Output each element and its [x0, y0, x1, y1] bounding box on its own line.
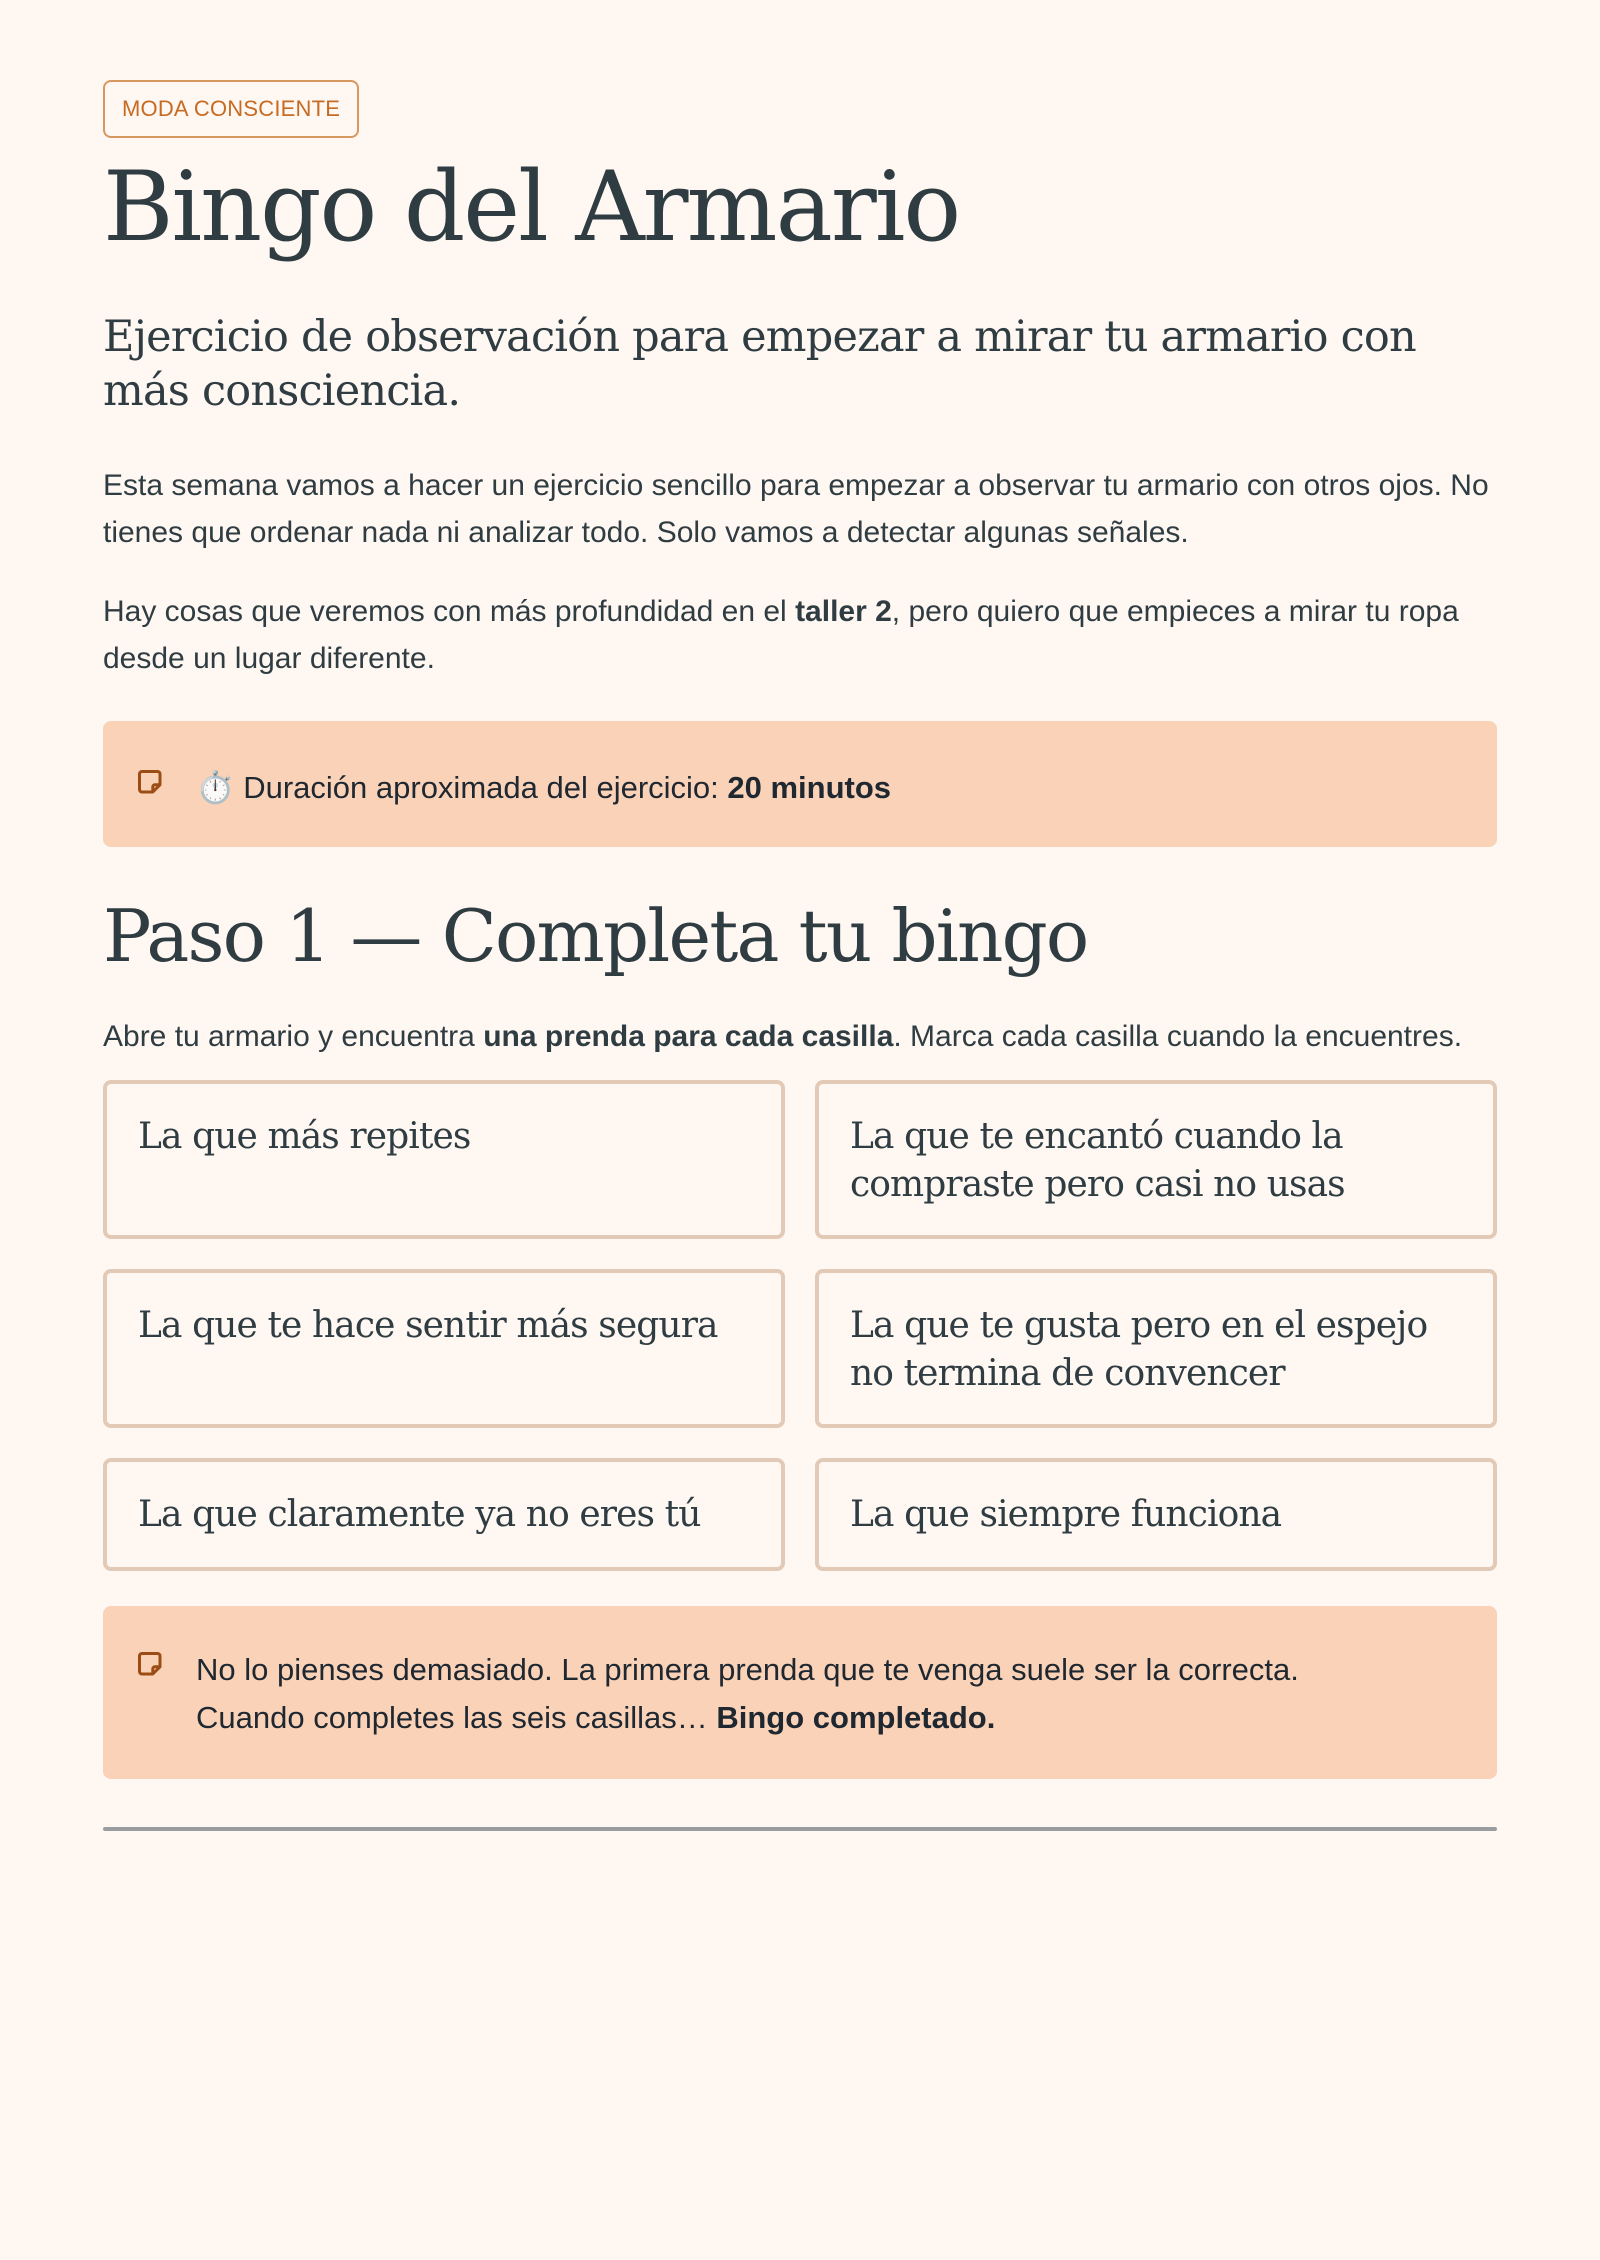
bingo-cell-always-works[interactable]: La que siempre funciona: [815, 1458, 1497, 1571]
page-title: Bingo del Armario: [103, 151, 960, 263]
tip-line-2: [196, 1694, 1299, 1742]
intro-paragraph-1: Esta semana vamos a hacer un ejercicio sencillo para empezar a observar tu armario con otros ojos. No tienes que ordenar nada ni analizar todo. Solo vamos a detectar algunas señales.: [103, 469, 1489, 549]
bingo-completed-text: Bingo completado.: [716, 1699, 996, 1735]
tip-text: [196, 1646, 1299, 1742]
step-1-heading: Paso 1 — Completa tu bingo: [103, 894, 1088, 979]
step-1-instruction-start: Abre tu armario y encuentra: [103, 1020, 484, 1054]
intro-paragraph-2-text-end: , pero quiero que empieces a mirar tu ropa desde un lugar diferente.: [103, 595, 1459, 675]
category-badge: MODA CONSCIENTE: [103, 80, 359, 138]
step-1-instruction: [103, 1015, 1497, 1059]
bingo-grid: [103, 1080, 1497, 1571]
bingo-cell-not-convincing-in-mirror[interactable]: La que te gusta pero en el espejo no termina de convencer: [815, 1269, 1497, 1428]
step-1-instruction-emphasis: una prenda para cada casilla: [483, 1020, 894, 1054]
page-subtitle: Ejercicio de observación para empezar a mirar tu armario con más consciencia.: [103, 311, 1416, 417]
step-1-instruction-end: . Marca cada casilla cuando la encuentres.: [893, 1020, 1463, 1054]
bingo-cell-makes-you-feel-secure[interactable]: La que te hace sentir más segura: [103, 1269, 785, 1428]
intro-paragraph-2: [103, 589, 1493, 682]
tip-callout: [103, 1606, 1497, 1779]
bingo-cell-no-longer-you[interactable]: La que claramente ya no eres tú: [103, 1458, 785, 1571]
section-divider: [103, 1827, 1497, 1831]
workshop-reference: taller 2: [795, 595, 892, 629]
tip-line-2-start: Cuando completes las seis casillas…: [196, 1699, 717, 1735]
note-icon: [136, 767, 164, 795]
note-icon: [136, 1649, 164, 1677]
duration-value: 20 minutos: [727, 770, 892, 806]
bingo-cell-most-repeated[interactable]: La que más repites: [103, 1080, 785, 1239]
duration-callout: [103, 721, 1497, 847]
bingo-cell-loved-but-rarely-used[interactable]: La que te encantó cuando la compraste pero casi no usas: [815, 1080, 1497, 1239]
duration-label: ⏱️ Duración aproximada del ejercicio:: [196, 770, 728, 806]
tip-line-1: No lo pienses demasiado. La primera prenda que te venga suele ser la correcta.: [196, 1651, 1299, 1687]
duration-text: [196, 764, 891, 812]
intro-paragraph-2-text-start: Hay cosas que veremos con más profundidad en el: [103, 595, 796, 629]
